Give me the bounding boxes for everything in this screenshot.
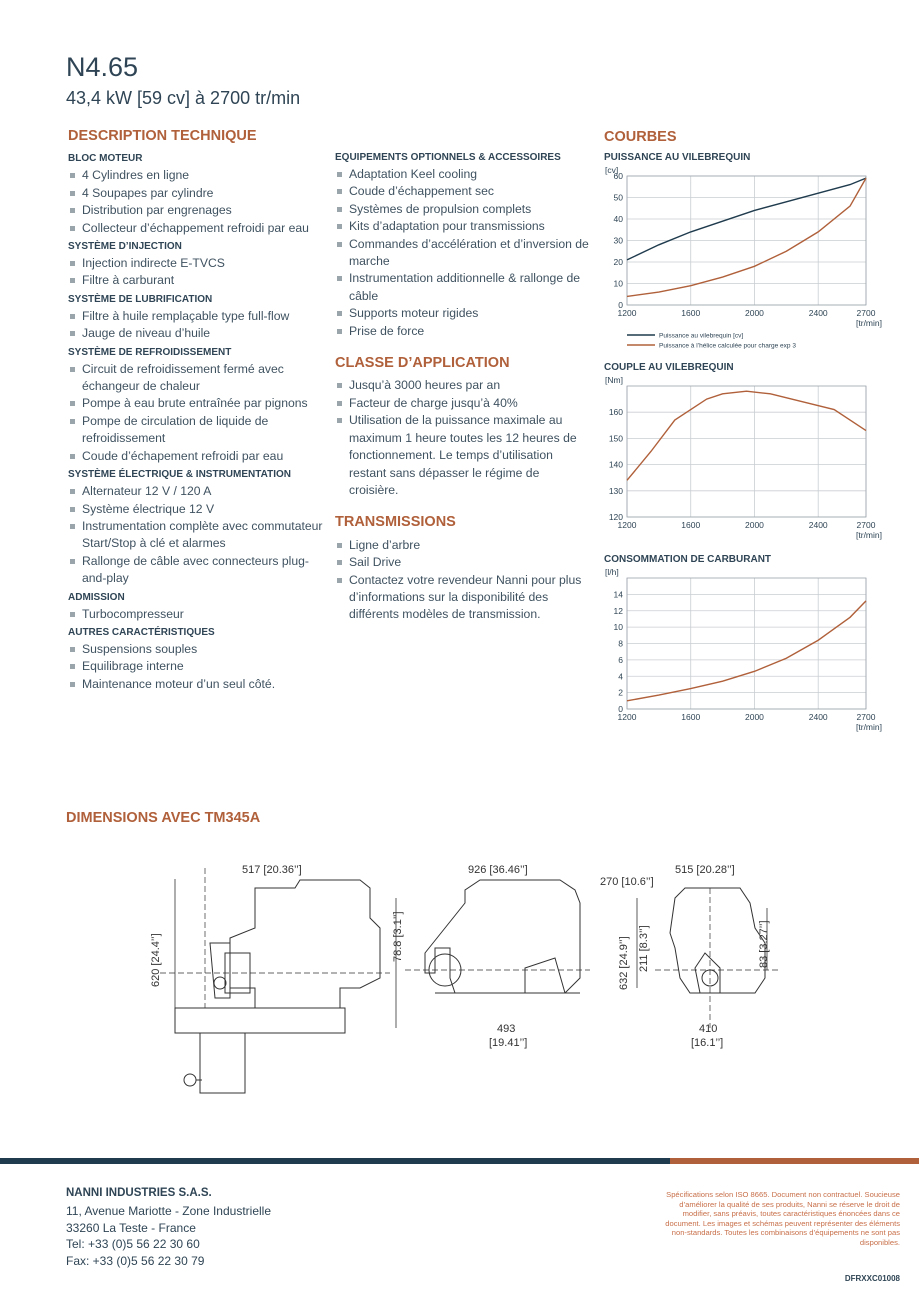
list-item: Facteur de charge jusqu’à 40% bbox=[335, 395, 590, 412]
engine-drawings bbox=[160, 858, 790, 1128]
list-item: Distribution par engrenages bbox=[68, 202, 330, 219]
section-list bbox=[68, 361, 330, 465]
dim-end-top-right: 515 [20.28’’] bbox=[675, 864, 735, 876]
y-tick-label: 2 bbox=[618, 687, 623, 698]
section-list bbox=[68, 483, 330, 587]
power-rating: 43,4 kW [59 cv] à 2700 tr/min bbox=[66, 88, 301, 108]
x-tick-label: 2400 bbox=[808, 308, 828, 318]
fuel-chart bbox=[600, 568, 900, 740]
list-item: Filtre à carburant bbox=[68, 272, 330, 289]
company-name: NANNI INDUSTRIES S.A.S. bbox=[66, 1187, 212, 1199]
phone: Tel: +33 (0)5 56 22 30 60 bbox=[66, 1237, 200, 1252]
list-item: Circuit de refroidissement fermé avec échangeur de chaleur bbox=[68, 361, 330, 396]
y-tick-label: 10 bbox=[613, 278, 623, 289]
list-item: 4 Soupapes par cylindre bbox=[68, 185, 330, 202]
y-tick-label: 10 bbox=[613, 622, 623, 633]
transmissions-heading: TRANSMISSIONS bbox=[335, 514, 456, 531]
dim-end-top-left: 270 [10.6’’] bbox=[600, 876, 654, 888]
list-item: Jauge de niveau d’huile bbox=[68, 325, 330, 342]
legend-label: Puissance à l’hélice calculée pour charge exp 3 bbox=[659, 342, 796, 350]
section-title: SYSTÈME D’INJECTION bbox=[68, 241, 182, 253]
company-address bbox=[66, 1203, 271, 1269]
end-view-drawing bbox=[670, 888, 765, 993]
dim-end-right: 83 [3.27’’] bbox=[758, 920, 770, 968]
list-item: Supports moteur rigides bbox=[335, 305, 590, 322]
y-axis-label: [Nm] bbox=[605, 376, 623, 385]
y-tick-label: 4 bbox=[618, 671, 623, 682]
dim-end-bottom-in: [16.1’’] bbox=[691, 1037, 724, 1049]
x-tick-label: 1600 bbox=[681, 308, 701, 318]
section-list bbox=[68, 308, 330, 343]
list-item: Kits d’adaptation pour transmissions bbox=[335, 218, 590, 235]
y-tick-label: 6 bbox=[618, 654, 623, 665]
fax: Fax: +33 (0)5 56 22 30 79 bbox=[66, 1253, 205, 1268]
list-item: Maintenance moteur d’un seul côté. bbox=[68, 676, 330, 693]
y-tick-label: 30 bbox=[613, 235, 623, 246]
section-title: BLOC MOTEUR bbox=[68, 153, 143, 165]
x-tick-label: 2000 bbox=[745, 712, 764, 722]
list-item: Sail Drive bbox=[335, 554, 590, 571]
list-item: Coude d’échapement refroidi par eau bbox=[68, 448, 330, 465]
section-title: SYSTÈME ÉLECTRIQUE & INSTRUMENTATION bbox=[68, 469, 291, 481]
y-tick-label: 160 bbox=[608, 407, 623, 418]
series-line-0 bbox=[627, 601, 866, 701]
legal-notice: Spécifications selon ISO 8665. Document non contractuel. Soucieuse d’améliorer la qualité de ses produits, Nanni se réserve le droit de modifier, sans préavis, toutes caractéristiques énoncées dans ce document. Les images et schémas peuvent représenter des éléments non-standards. Toutes les combinaisons d’équipements ne sont pas disponibles. bbox=[665, 1190, 900, 1247]
list-item: Instrumentation complète avec commutateur Start/Stop à clé et alarmes bbox=[68, 518, 330, 553]
section-list bbox=[68, 255, 330, 290]
x-tick-label: 2700 bbox=[856, 520, 876, 530]
list-item: Injection indirecte E-TVCS bbox=[68, 255, 330, 272]
y-tick-label: 120 bbox=[608, 512, 623, 522]
list-item: Coude d’échappement sec bbox=[335, 183, 590, 200]
list-item: Pompe de circulation de liquide de refroidissement bbox=[68, 413, 330, 448]
power-chart bbox=[600, 166, 900, 361]
options-title: EQUIPEMENTS OPTIONNELS & ACCESSOIRES bbox=[335, 152, 561, 163]
torque-chart bbox=[600, 376, 900, 546]
dimensions-heading: DIMENSIONS AVEC TM345A bbox=[66, 810, 261, 826]
series-line-0 bbox=[627, 391, 866, 480]
front-view-drawing bbox=[425, 880, 580, 993]
x-axis-label: [tr/min] bbox=[856, 318, 882, 328]
list-item: Suspensions souples bbox=[68, 641, 330, 658]
list-item: Commandes d’accélération et d’inversion de marche bbox=[335, 236, 590, 271]
model-name: N4.65 bbox=[66, 52, 139, 82]
x-tick-label: 1600 bbox=[681, 712, 701, 722]
y-tick-label: 50 bbox=[613, 192, 623, 203]
y-tick-label: 60 bbox=[613, 171, 623, 181]
list-item: Equilibrage interne bbox=[68, 658, 330, 675]
section-list bbox=[68, 641, 330, 693]
dim-end-height: 632 [24.9’’] bbox=[618, 936, 630, 990]
y-tick-label: 150 bbox=[608, 433, 623, 444]
section-title: AUTRES CARACTÉRISTIQUES bbox=[68, 626, 215, 638]
y-tick-label: 12 bbox=[613, 605, 623, 616]
y-tick-label: 0 bbox=[618, 300, 623, 310]
application-list bbox=[335, 377, 590, 499]
footer-bar-dark bbox=[0, 1158, 670, 1164]
options-column bbox=[335, 148, 590, 624]
x-tick-label: 2000 bbox=[745, 308, 764, 318]
y-tick-label: 14 bbox=[613, 589, 623, 600]
dim-front-top: 926 [36.46’’] bbox=[468, 864, 528, 876]
y-axis-label: [l/h] bbox=[605, 568, 619, 577]
x-tick-label: 2400 bbox=[808, 712, 828, 722]
section-list bbox=[68, 606, 330, 623]
document-reference: DFRXXC01008 bbox=[844, 1274, 900, 1283]
y-axis-label: [cv] bbox=[605, 166, 619, 175]
list-item: Rallonge de câble avec connecteurs plug-and-play bbox=[68, 553, 330, 588]
list-item: Utilisation de la puissance maximale au maximum 1 heure toutes les 12 heures de fonctionnement. Le temps d’utilisation restant sans dépasser le régime de croisière. bbox=[335, 412, 590, 499]
footer-bar-accent bbox=[670, 1158, 919, 1164]
description-heading: DESCRIPTION TECHNIQUE bbox=[68, 128, 257, 144]
list-item: Systèmes de propulsion complets bbox=[335, 201, 590, 218]
list-item: Ligne d’arbre bbox=[335, 537, 590, 554]
list-item: Instrumentation additionnelle & rallonge de câble bbox=[335, 270, 590, 305]
series-line-1 bbox=[627, 178, 866, 296]
dim-front-offset: 78.8 [3.1’’] bbox=[392, 911, 404, 962]
x-tick-label: 1200 bbox=[617, 308, 637, 318]
options-list bbox=[335, 166, 590, 340]
section-title: SYSTÈME DE REFROIDISSEMENT bbox=[68, 346, 232, 358]
x-tick-label: 1200 bbox=[617, 520, 637, 530]
dim-side-height: 620 [24.4’’] bbox=[150, 933, 162, 987]
x-axis-label: [tr/min] bbox=[856, 722, 882, 732]
dim-end-mid: 211 [8.3’’] bbox=[638, 925, 650, 972]
chart-title-fuel: CONSOMMATION DE CARBURANT bbox=[604, 554, 772, 565]
y-tick-label: 140 bbox=[608, 459, 623, 470]
y-tick-label: 8 bbox=[618, 638, 623, 649]
x-tick-label: 2700 bbox=[856, 712, 876, 722]
plot-frame bbox=[627, 386, 866, 517]
list-item: Jusqu’à 3000 heures par an bbox=[335, 377, 590, 394]
x-tick-label: 2400 bbox=[808, 520, 828, 530]
transmissions-list bbox=[335, 537, 590, 624]
curves-heading: COURBES bbox=[604, 129, 677, 145]
x-tick-label: 2700 bbox=[856, 308, 876, 318]
list-item: Système électrique 12 V bbox=[68, 501, 330, 518]
dim-front-bottom: 493 bbox=[497, 1023, 516, 1035]
x-axis-label: [tr/min] bbox=[856, 530, 882, 540]
chart-title-torque: COUPLE AU VILEBREQUIN bbox=[604, 362, 734, 373]
y-tick-label: 130 bbox=[608, 485, 623, 496]
section-list bbox=[68, 167, 330, 237]
list-item: Turbocompresseur bbox=[68, 606, 330, 623]
list-item: Filtre à huile remplaçable type full-flow bbox=[68, 308, 330, 325]
dim-side-top: 517 [20.36’’] bbox=[242, 864, 302, 876]
list-item: Alternateur 12 V / 120 A bbox=[68, 483, 330, 500]
x-tick-label: 1200 bbox=[617, 712, 637, 722]
section-title: SYSTÈME DE LUBRIFICATION bbox=[68, 293, 213, 305]
list-item: Prise de force bbox=[335, 323, 590, 340]
list-item: Adaptation Keel cooling bbox=[335, 166, 590, 183]
dim-front-bottom-in: [19.41’’] bbox=[489, 1037, 528, 1049]
description-sections bbox=[68, 150, 330, 693]
section-title: ADMISSION bbox=[68, 591, 125, 603]
list-item: Contactez votre revendeur Nanni pour plus d’informations sur la disponibilité des différents modèles de transmission. bbox=[335, 572, 590, 624]
list-item: 4 Cylindres en ligne bbox=[68, 167, 330, 184]
legend-label: Puissance au vilebrequin [cv] bbox=[659, 332, 744, 340]
dim-end-bottom: 410 bbox=[699, 1023, 718, 1035]
address-line-2: 33260 La Teste - France bbox=[66, 1220, 196, 1235]
x-tick-label: 1600 bbox=[681, 520, 701, 530]
y-tick-label: 0 bbox=[618, 704, 623, 714]
list-item: Collecteur d’échappement refroidi par eau bbox=[68, 220, 330, 237]
description-column bbox=[68, 128, 330, 693]
address-line-1: 11, Avenue Mariotte - Zone Industrielle bbox=[66, 1204, 272, 1218]
list-item: Pompe à eau brute entraînée par pignons bbox=[68, 395, 330, 412]
application-heading: CLASSE D’APPLICATION bbox=[335, 355, 510, 372]
chart-title-power: PUISSANCE AU VILEBREQUIN bbox=[604, 152, 751, 163]
side-view-drawing bbox=[175, 880, 380, 1093]
x-tick-label: 2000 bbox=[745, 520, 764, 530]
y-tick-label: 20 bbox=[613, 257, 623, 267]
y-tick-label: 40 bbox=[613, 214, 623, 224]
